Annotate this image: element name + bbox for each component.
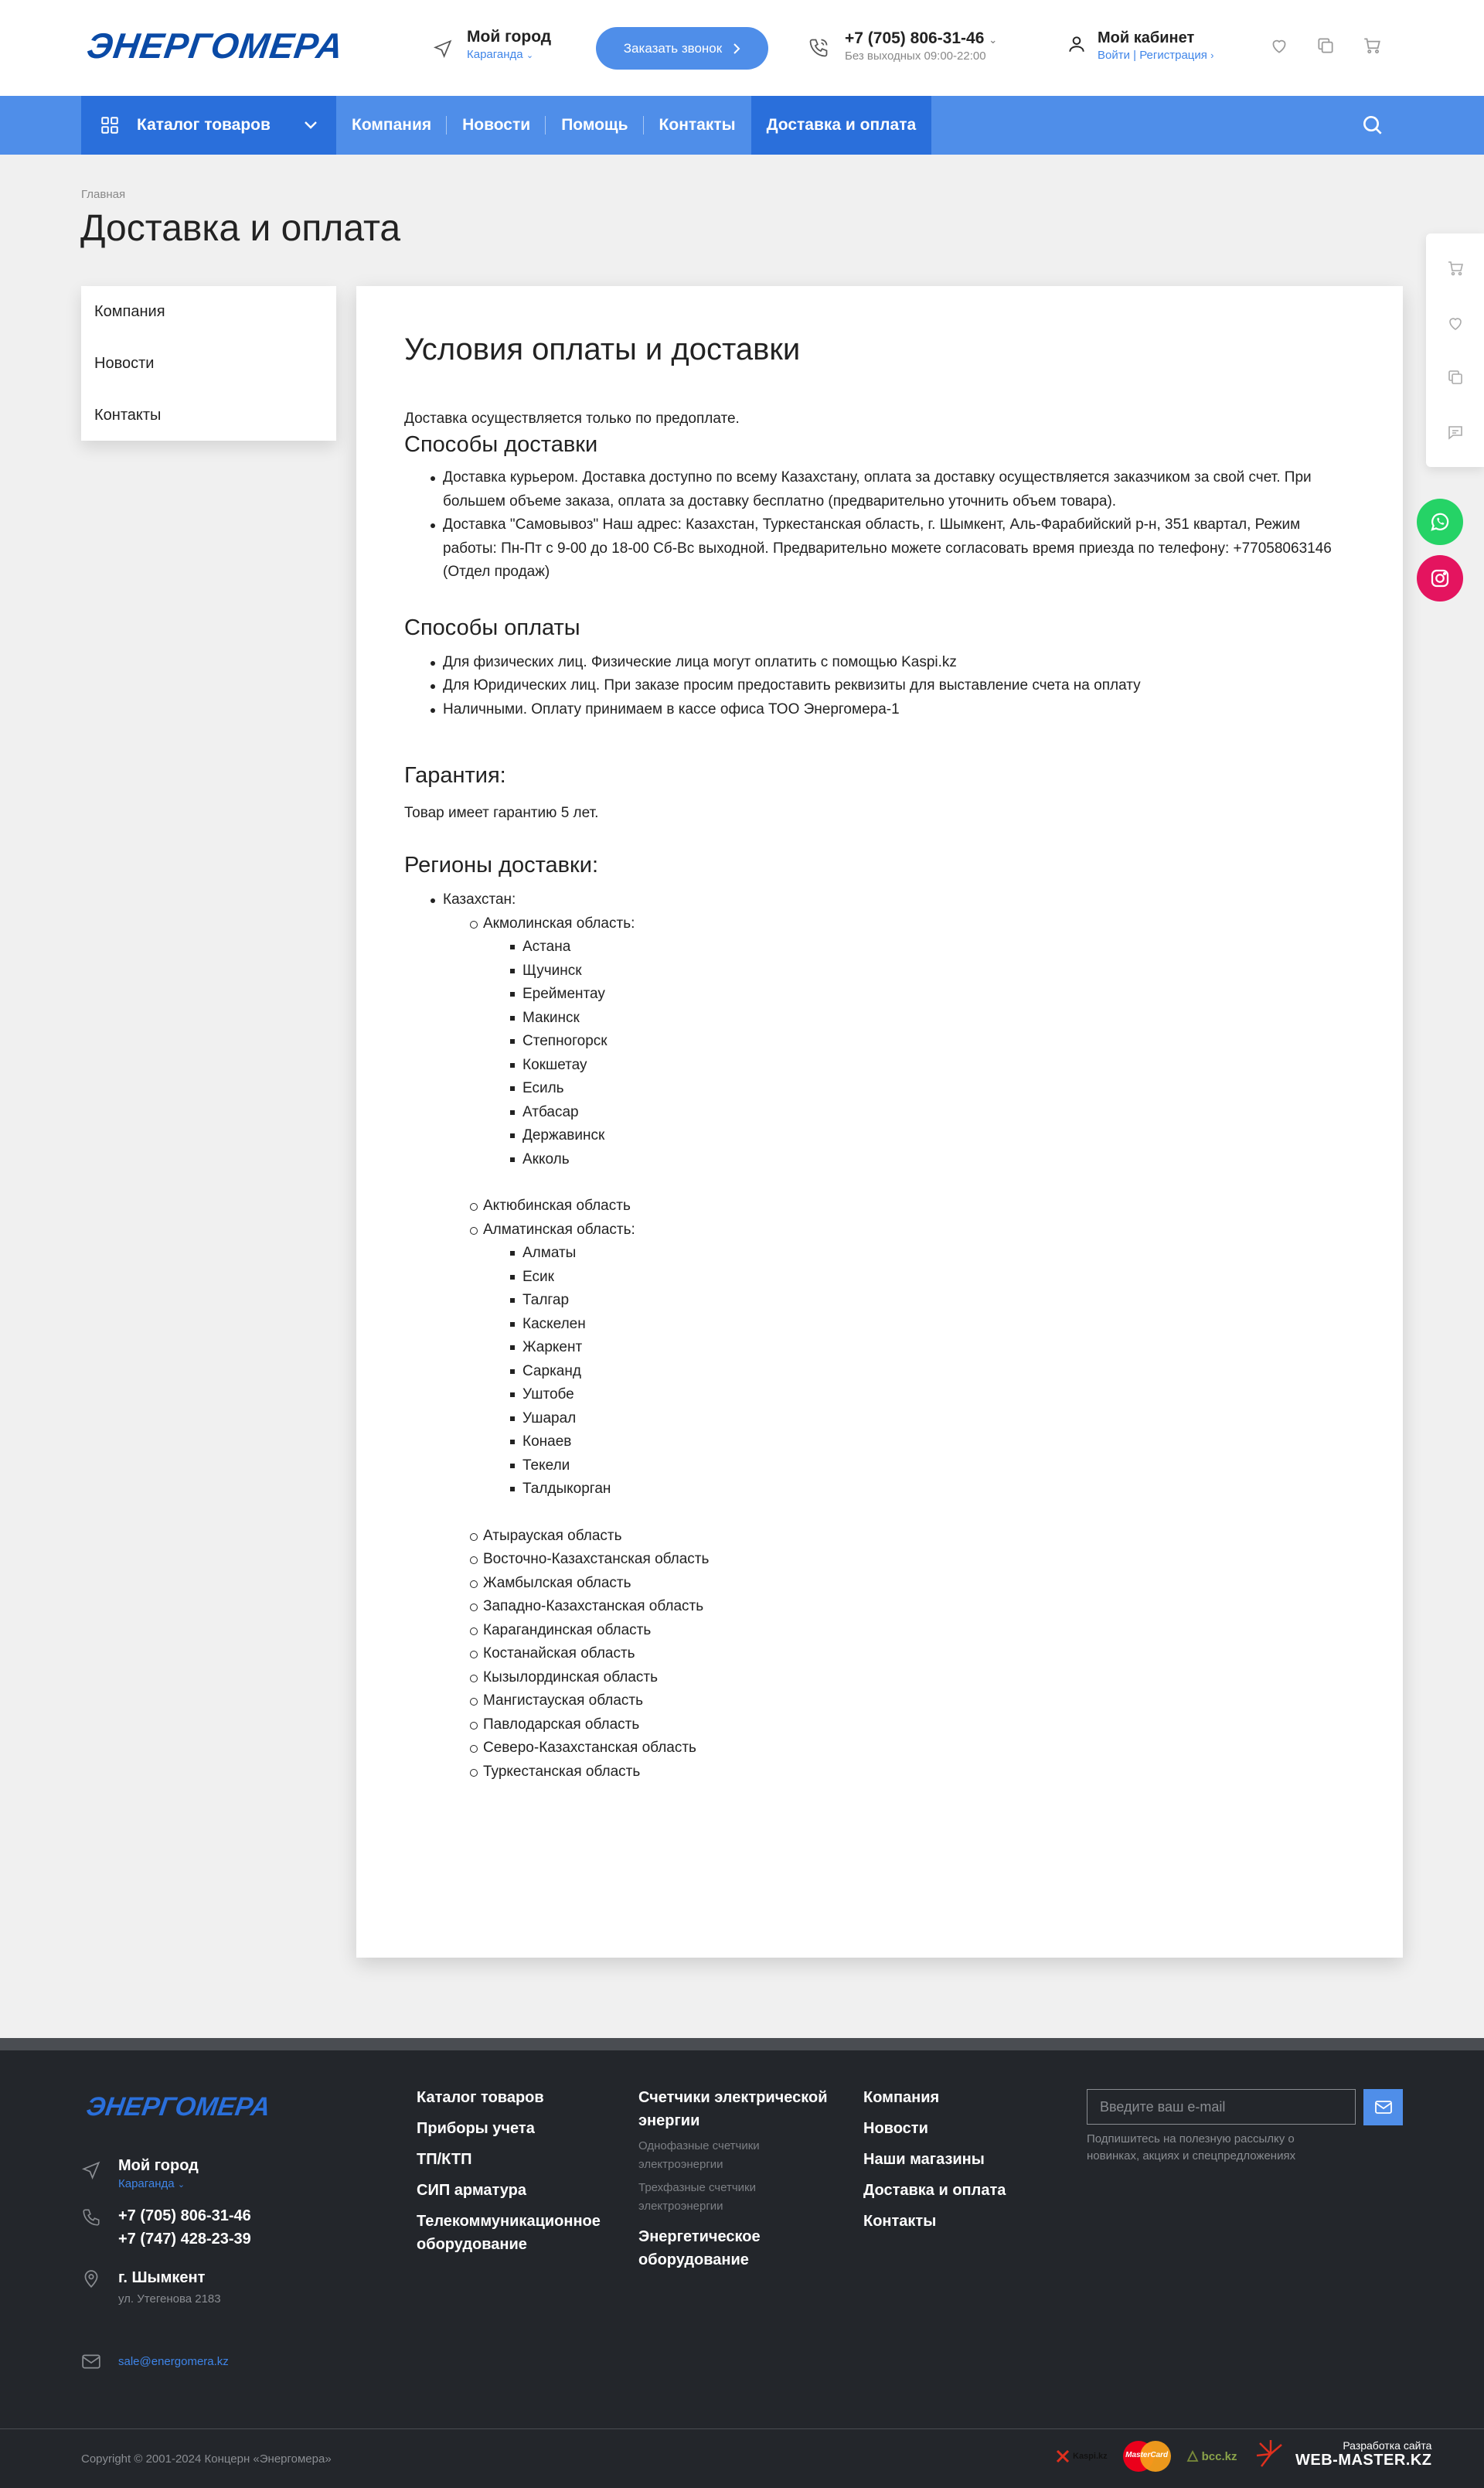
footer-phone-2[interactable]: +7 (747) 428-23-39	[118, 2231, 251, 2248]
user-icon	[1067, 34, 1087, 62]
list-item: Сарканд	[522, 1360, 1355, 1384]
site-footer	[0, 2038, 1484, 2488]
list-item: Кокшетау	[522, 1054, 1355, 1078]
regions-list	[443, 888, 1355, 1784]
chevron-right-icon	[733, 43, 740, 54]
list-item: Ушарал	[522, 1407, 1355, 1431]
list-item: Степногорск	[522, 1030, 1355, 1054]
list-item: Талдыкорган	[522, 1477, 1355, 1501]
list-item: Восточно-Казахстанская область	[483, 1548, 1355, 1572]
heart-icon[interactable]	[1269, 36, 1289, 56]
nav-item-delivery[interactable]: Доставка и оплата	[751, 96, 932, 155]
footer-sublink[interactable]: Трехфазные счетчики электроэнергии	[638, 2181, 756, 2213]
location-arrow-icon	[433, 39, 453, 59]
footer-phones	[81, 2204, 251, 2251]
list-item: Для Юридических лиц. При заказе просим предоставить реквизиты для выставление счета на оплату	[443, 674, 1355, 698]
footer-phone-1[interactable]: +7 (705) 806-31-46	[118, 2207, 251, 2224]
phone-block[interactable]	[808, 29, 997, 63]
nav-item-contacts[interactable]: Контакты	[659, 116, 736, 134]
sidebar-item-news[interactable]: Новости	[94, 355, 155, 372]
list-item: Доставка "Самовывоз" Наш адрес: Казахстан, Туркестанская область, г. Шымкент, Аль-Фарабийский р-н, 351 квартал, Режим работы: Пн-Пт с 9-00 до 18-00 Сб-Вс выходной. Предварительно можете согласовать время приезда по телефону: +77058063146 (Отдел продаж)	[443, 513, 1355, 585]
footer-col-company	[863, 2086, 1049, 2241]
kaspi-logo: Kaspi.kz	[1056, 2449, 1108, 2463]
search-icon[interactable]	[1360, 113, 1385, 138]
region-list	[483, 912, 1355, 1784]
site-header	[0, 0, 1484, 96]
list-item	[483, 1218, 1355, 1501]
footer-address-city: г. Шымкент	[118, 2269, 206, 2286]
delivery-list	[443, 466, 1355, 585]
list-item: Северо-Казахстанская область	[483, 1736, 1355, 1760]
chevron-down-icon: ⌄	[526, 51, 534, 60]
warranty-text: Товар имеет гарантию 5 лет.	[404, 805, 599, 821]
city-title: Мой город	[467, 28, 552, 46]
footer-bottom-divider	[0, 2428, 1484, 2429]
list-item: Наличными. Оплату принимаем в кассе офиса ТОО Энергомера-1	[443, 698, 1355, 722]
chevron-down-icon: ⌄	[989, 34, 998, 46]
payment-heading: Способы оплаты	[404, 615, 580, 640]
regions-heading: Регионы доставки:	[404, 853, 599, 878]
account-block[interactable]	[1067, 29, 1213, 62]
map-pin-icon	[81, 2269, 101, 2306]
cart-icon[interactable]	[1446, 259, 1465, 278]
phone-icon	[81, 2207, 101, 2251]
footer-email-link[interactable]: sale@energomera.kz	[118, 2355, 229, 2368]
instagram-icon	[1428, 567, 1452, 590]
developer-logo-icon	[1254, 2437, 1288, 2471]
list-item: Западно-Казахстанская область	[483, 1595, 1355, 1619]
sidebar-menu	[81, 286, 336, 441]
list-item: Акколь	[522, 1148, 1355, 1172]
catalog-button[interactable]	[81, 96, 336, 155]
list-item: Уштобе	[522, 1383, 1355, 1407]
list-item: Талгар	[522, 1289, 1355, 1313]
list-item: Атырауская область	[483, 1525, 1355, 1549]
main-nav	[0, 96, 1484, 155]
nav-item-help[interactable]: Помощь	[546, 96, 643, 155]
city-selector[interactable]	[433, 28, 551, 61]
footer-link[interactable]: Телекоммуникационное оборудование	[417, 2213, 601, 2253]
list-item: Алматы	[522, 1242, 1355, 1266]
subscribe-email-input[interactable]	[1087, 2089, 1356, 2125]
account-title: Мой кабинет	[1098, 29, 1195, 46]
page-title: Доставка и оплата	[80, 208, 401, 249]
footer-address-street: ул. Утегенова 2183	[118, 2292, 221, 2306]
login-register-link[interactable]: Войти | Регистрация ›	[1098, 49, 1214, 62]
mail-icon	[81, 2353, 101, 2370]
breadcrumb[interactable]: Главная	[81, 188, 126, 201]
logo-text: ЭНЕРГОМЕРА	[84, 26, 346, 66]
subscribe-note: Подпишитесь на полезную рассылку о новинках, акциях и спецпредложениях	[1087, 2132, 1296, 2163]
callback-label: Заказать звонок	[623, 40, 723, 56]
list-item: Доставка курьером. Доставка доступно по всему Казахстану, оплата за доставку осуществляется заказчиком за свой счет. При большем объеме заказа, оплата за доставку бесплатно (предварительно уточнить объем товара).	[443, 466, 1355, 513]
list-item: Мангистауская область	[483, 1689, 1355, 1713]
grid-icon	[100, 115, 120, 135]
header-actions	[1269, 36, 1382, 56]
floating-actions-panel	[1426, 233, 1484, 467]
warranty-heading: Гарантия:	[404, 763, 506, 788]
region-label: Акмолинская область:	[483, 915, 635, 932]
phone-number[interactable]: +7 (705) 806-31-46 ⌄	[845, 29, 998, 47]
footer-col-meters	[638, 2086, 855, 2279]
payment-logos	[1056, 2440, 1237, 2473]
footer-link[interactable]: Каталог товаров	[417, 2089, 544, 2106]
heart-icon[interactable]	[1446, 314, 1465, 332]
nav-item-company[interactable]: Компания	[336, 96, 447, 155]
footer-link[interactable]: Наши магазины	[863, 2151, 985, 2168]
catalog-label: Каталог товаров	[137, 116, 271, 134]
list-item: Текели	[522, 1454, 1355, 1478]
footer-link[interactable]: Счетчики электрической энергии	[638, 2089, 828, 2129]
compare-icon[interactable]	[1446, 368, 1465, 387]
footer-city[interactable]	[81, 2154, 199, 2190]
region-label: Алматинская область:	[483, 1221, 635, 1238]
footer-link[interactable]: Новости	[863, 2120, 928, 2137]
list-item: Ерейментау	[522, 983, 1355, 1007]
footer-link[interactable]: Компания	[863, 2089, 940, 2106]
list-item	[483, 912, 1355, 1172]
footer-link[interactable]: Доставка и оплата	[863, 2182, 1006, 2199]
footer-city-name[interactable]: Караганда ⌄	[118, 2177, 186, 2190]
city-list	[522, 1242, 1355, 1501]
footer-col-catalog	[417, 2086, 625, 2264]
phone-icon	[808, 37, 829, 63]
whatsapp-button[interactable]	[1417, 499, 1463, 545]
list-item: Атбасар	[522, 1101, 1355, 1125]
footer-link[interactable]: Энергетическое оборудование	[638, 2228, 761, 2268]
location-arrow-icon	[81, 2160, 101, 2190]
footer-link[interactable]: Контакты	[863, 2213, 937, 2230]
callback-button[interactable]	[596, 27, 768, 70]
footer-city-title: Мой город	[118, 2157, 199, 2174]
sidebar-item-company[interactable]: Компания	[94, 303, 165, 320]
list-item: Макинск	[522, 1007, 1355, 1031]
phone-hours: Без выходных 09:00-22:00	[845, 49, 986, 63]
delivery-heading: Способы доставки	[404, 432, 598, 457]
footer-sublink[interactable]: Однофазные счетчики электроэнергии	[638, 2139, 760, 2171]
footer-top-divider	[0, 2038, 1484, 2050]
list-item: Павлодарская область	[483, 1713, 1355, 1737]
nav-item-news[interactable]: Новости	[447, 96, 546, 155]
city-name[interactable]: Караганда ⌄	[467, 48, 534, 61]
chevron-down-icon	[304, 121, 318, 130]
list-item: Каскелен	[522, 1313, 1355, 1337]
footer-address	[81, 2266, 221, 2306]
list-item: Астана	[522, 936, 1355, 959]
list-item: Жамбылская область	[483, 1572, 1355, 1596]
footer-link[interactable]: СИП арматура	[417, 2182, 526, 2199]
footer-link[interactable]: ТП/КТП	[417, 2151, 472, 2168]
country-label: Казахстан:	[443, 891, 516, 908]
footer-link[interactable]: Приборы учета	[417, 2120, 535, 2137]
list-item: Для физических лиц. Физические лица могут оплатить с помощью Kaspi.kz	[443, 651, 1355, 675]
mail-icon	[1374, 2100, 1393, 2115]
list-item: Костанайская область	[483, 1642, 1355, 1666]
list-item: Конаев	[522, 1430, 1355, 1454]
developer-credit[interactable]	[1254, 2437, 1431, 2471]
chat-icon[interactable]	[1446, 423, 1465, 441]
footer-email	[81, 2352, 229, 2370]
cart-icon[interactable]	[1362, 36, 1382, 56]
payment-list	[443, 651, 1355, 722]
city-list	[522, 936, 1355, 1171]
whatsapp-icon	[1428, 510, 1452, 533]
chevron-down-icon: ⌄	[177, 2180, 186, 2190]
developer-name: WEB-MASTER.KZ	[1295, 2451, 1432, 2469]
chevron-right-icon: ›	[1210, 49, 1214, 61]
copyright: Copyright © 2001-2024 Концерн «Энергомера»	[81, 2452, 332, 2466]
compare-icon[interactable]	[1316, 36, 1336, 56]
footer-logo[interactable]: ЭНЕРГОМЕРА	[84, 2092, 273, 2122]
list-item: Щучинск	[522, 959, 1355, 983]
sidebar-item-contacts[interactable]: Контакты	[94, 407, 162, 424]
nav-links	[336, 96, 931, 155]
mastercard-logo: MasterCard	[1122, 2440, 1173, 2473]
list-item: Державинск	[522, 1124, 1355, 1148]
subscribe-button[interactable]	[1363, 2089, 1403, 2125]
list-item: Карагандинская область	[483, 1619, 1355, 1643]
bcc-logo: bcc.kz	[1186, 2450, 1237, 2463]
list-item	[443, 888, 1355, 1784]
list-item: Жаркент	[522, 1336, 1355, 1360]
instagram-button[interactable]	[1417, 555, 1463, 602]
developer-label: Разработка сайта	[1343, 2439, 1432, 2452]
intro-text: Доставка осуществляется только по предоплате.	[404, 411, 740, 427]
list-item: Туркестанская область	[483, 1760, 1355, 1784]
logo[interactable]	[84, 26, 385, 66]
list-item: Актюбинская область	[483, 1195, 1355, 1218]
content-title: Условия оплаты и доставки	[404, 332, 801, 366]
list-item: Кызылординская область	[483, 1666, 1355, 1690]
list-item: Есиль	[522, 1077, 1355, 1101]
content-card	[356, 286, 1403, 1958]
list-item: Есик	[522, 1266, 1355, 1290]
